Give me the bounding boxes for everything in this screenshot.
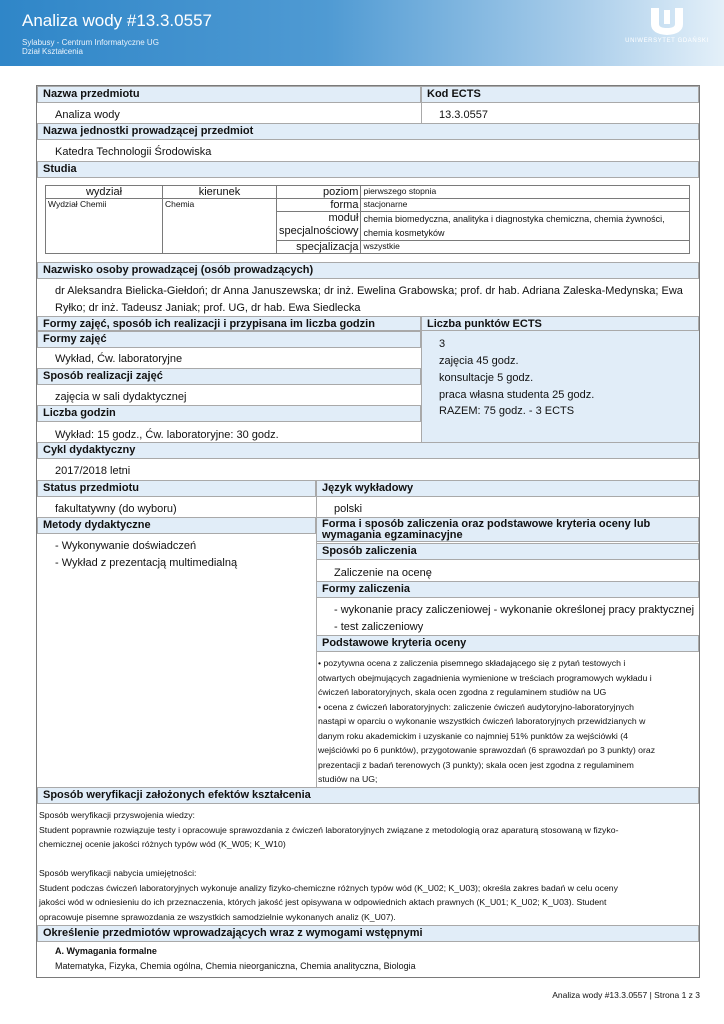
sposob-realizacji-label: Sposób realizacji zajęć — [37, 368, 421, 385]
weryfikacja-line: jakości wód w odniesieniu do ich przeznaczenia, których jakość jest opisywana w odpowiednich aktach prawnych (K_U01; K_U02; K_U03). Student — [39, 897, 607, 907]
studia-table — [45, 185, 690, 254]
wydzial-value: Wydział Chemii — [46, 199, 163, 254]
status-value: fakultatywny (do wyboru) — [55, 503, 177, 515]
page-footer: Analiza wody #13.3.0557 | Strona 1 z 3 — [552, 990, 700, 1000]
weryfikacja-line: opracowuje pisemne sprawozdania ze wszystkich samodzielnie wykonanych analiz (K_U07). — [39, 911, 396, 922]
kryteria-label: Podstawowe kryteria oceny — [316, 635, 699, 652]
nazwa-przedmiotu-value: Analiza wody — [55, 109, 120, 121]
formy-label: Formy zajęć, sposób ich realizacji i przypisana im liczba godzin — [37, 316, 421, 331]
jezyk-label: Język wykładowy — [316, 480, 699, 497]
ects-value-3: praca własna studenta 25 godz. — [439, 389, 595, 401]
weryfikacja-line: Sposób weryfikacji nabycia umiejętności: — [39, 868, 197, 878]
row-modul-label: moduł specjalnościowy — [277, 212, 361, 241]
kryteria-line: danym roku akademickim i uzyskanie co najmniej 51% punktów za wejściówki (4 — [318, 730, 628, 741]
metoda-1: - Wykonywanie doświadczeń — [55, 540, 197, 552]
kryteria-line: • ocena z ćwiczeń laboratoryjnych: zaliczenie ćwiczeń audytoryjno-laboratoryjnych — [318, 701, 634, 712]
forma-zaliczenia-2: - test zaliczeniowy — [334, 621, 424, 633]
kryteria-line: nastąpi w oparciu o wykonanie wszystkich ćwiczeń laboratoryjnych przewidzianych w — [318, 716, 646, 726]
header-subtitle-1: Sylabusy - Centrum Informatyczne UG — [22, 38, 159, 47]
formy-zaliczenia-label: Formy zaliczenia — [316, 581, 699, 598]
kierunek-value: Chemia — [163, 199, 277, 254]
row-poziom-value: pierwszego stopnia — [361, 186, 690, 199]
university-logo — [624, 6, 710, 54]
forma-zaliczenia-label: Forma i sposób zaliczenia oraz podstawowe kryteria oceny lub wymagania egzaminacyjne — [316, 517, 699, 542]
page-header — [0, 0, 724, 66]
cykl-label: Cykl dydaktyczny — [37, 442, 699, 459]
okreslenie-label: Określenie przedmiotów wprowadzających wraz z wymogami wstępnymi — [37, 925, 699, 942]
kryteria-line: • pozytywna ocena z zaliczenia pisemnego składającego się z pytań testowych i — [318, 658, 626, 668]
ects-value-1: zajęcia 45 godz. — [439, 355, 519, 367]
sposob-zaliczenia-label: Sposób zaliczenia — [316, 543, 699, 560]
ects-value-4: RAZEM: 75 godz. - 3 ECTS — [439, 405, 575, 417]
wymagania-value: Matematyka, Fizyka, Chemia ogólna, Chemia nieorganiczna, Chemia analityczna, Biologia — [55, 961, 416, 971]
studia-label: Studia — [37, 161, 699, 178]
weryfikacja-spacer — [39, 852, 697, 867]
ects-value-2: konsultacje 5 godz. — [439, 372, 534, 384]
row-modul-value: chemia biomedyczna, analityka i diagnostyka chemiczna, chemia żywności, chemia kosmetyków — [361, 212, 690, 241]
col-kierunek: kierunek — [163, 186, 277, 199]
weryfikacja-line: Student poprawnie rozwiązuje testy i opracowuje sprawozdania z ćwiczeń laboratoryjnych związane z metodologią oraz aparaturą stosowaną w fizyko- — [39, 824, 619, 835]
sposob-realizacji-value: zajęcia w sali dydaktycznej — [55, 391, 187, 403]
metody-label: Metody dydaktyczne — [37, 517, 316, 534]
osoby-line-2: Ryłko; dr inż. Tadeusz Janiak; prof. UG, dr hab. Ewa Siedlecka — [55, 302, 361, 314]
row-forma-value: stacjonarne — [361, 199, 690, 212]
liczba-godzin-label: Liczba godzin — [37, 405, 421, 422]
jezyk-value: polski — [334, 503, 363, 515]
cykl-value: 2017/2018 letni — [55, 465, 131, 477]
logo-text: UNIWERSYTET GDAŃSKI — [625, 38, 709, 44]
sposob-zaliczenia-value: Zaliczenie na ocenę — [334, 567, 432, 579]
jednostka-label: Nazwa jednostki prowadzącej przedmiot — [37, 123, 699, 140]
kryteria-line: ćwiczeń laboratoryjnych, skala ocen zgodna z regulaminem studiów na UG — [318, 687, 607, 697]
ects-value-0: 3 — [439, 338, 446, 350]
weryfikacja-line: chemicznej ocenie jakości różnych typów wód (K_W05; K_W10) — [39, 839, 286, 849]
kod-ects-label: Kod ECTS — [421, 86, 699, 103]
weryfikacja-label: Sposób weryfikacji założonych efektów kształcenia — [37, 787, 699, 804]
status-label: Status przedmiotu — [37, 480, 316, 497]
weryfikacja-text — [39, 808, 697, 924]
wymagania-label: A. Wymagania formalne — [55, 946, 157, 956]
metoda-2: - Wykład z prezentacją multimedialną — [55, 557, 238, 569]
kod-ects-value: 13.3.0557 — [439, 109, 488, 121]
row-forma-label: forma — [277, 199, 361, 212]
header-subtitle-2: Dział Kształcenia — [22, 47, 83, 56]
row-specjalizacja-label: specjalizacja — [277, 241, 361, 254]
row-specjalizacja-value: wszystkie — [361, 241, 690, 254]
university-emblem-icon — [647, 6, 687, 36]
kryteria-line: studiów na UG; — [318, 774, 378, 784]
nazwa-przedmiotu-label: Nazwa przedmiotu — [37, 86, 421, 103]
kryteria-line: wejściówki po 6 punktów), przygotowanie sprawozdań (6 sprawozdań po 3 punkty) oraz — [318, 745, 656, 755]
header-subtitle — [22, 38, 159, 56]
formy-zajec-label: Formy zajęć — [37, 331, 421, 348]
divider — [421, 86, 422, 123]
weryfikacja-line: Sposób weryfikacji przyswojenia wiedzy: — [39, 810, 195, 820]
forma-zaliczenia-1: - wykonanie pracy zaliczeniowej - wykonanie określonej pracy praktycznej — [334, 604, 695, 616]
nazwisko-label: Nazwisko osoby prowadzącej (osób prowadzących) — [37, 262, 699, 279]
liczba-godzin-value: Wykład: 15 godz., Ćw. laboratoryjne: 30 godz. — [55, 429, 279, 441]
jednostka-value: Katedra Technologii Środowiska — [55, 146, 212, 158]
kryteria-text — [318, 656, 698, 787]
weryfikacja-line: Student podczas ćwiczeń laboratoryjnych wykonuje analizy fizyko-chemiczne różnych typów wód (K_U02; K_U03); określa zakres badań w celu oceny — [39, 882, 618, 893]
liczba-ects-label: Liczba punktów ECTS — [421, 316, 699, 331]
formy-zajec-value: Wykład, Ćw. laboratoryjne — [55, 353, 183, 365]
osoby-line-1: dr Aleksandra Bielicka-Giełdoń; dr Anna Januszewska; dr inż. Ewelina Grabowska; prof. dr hab. Adriana Zaleska-Medynska; Ewa — [55, 285, 683, 297]
kryteria-line: otwartych obejmujących zagadnienia wymienione w treściach programowych wykładu i — [318, 672, 652, 683]
kryteria-line: prezentacji z badań terenowych (3 punkty); skala ocen jest zgodna z regulaminem — [318, 759, 634, 770]
page-title: Analiza wody #13.3.0557 — [22, 11, 212, 30]
col-wydzial: wydział — [46, 186, 163, 199]
row-poziom-label: poziom — [277, 186, 361, 199]
